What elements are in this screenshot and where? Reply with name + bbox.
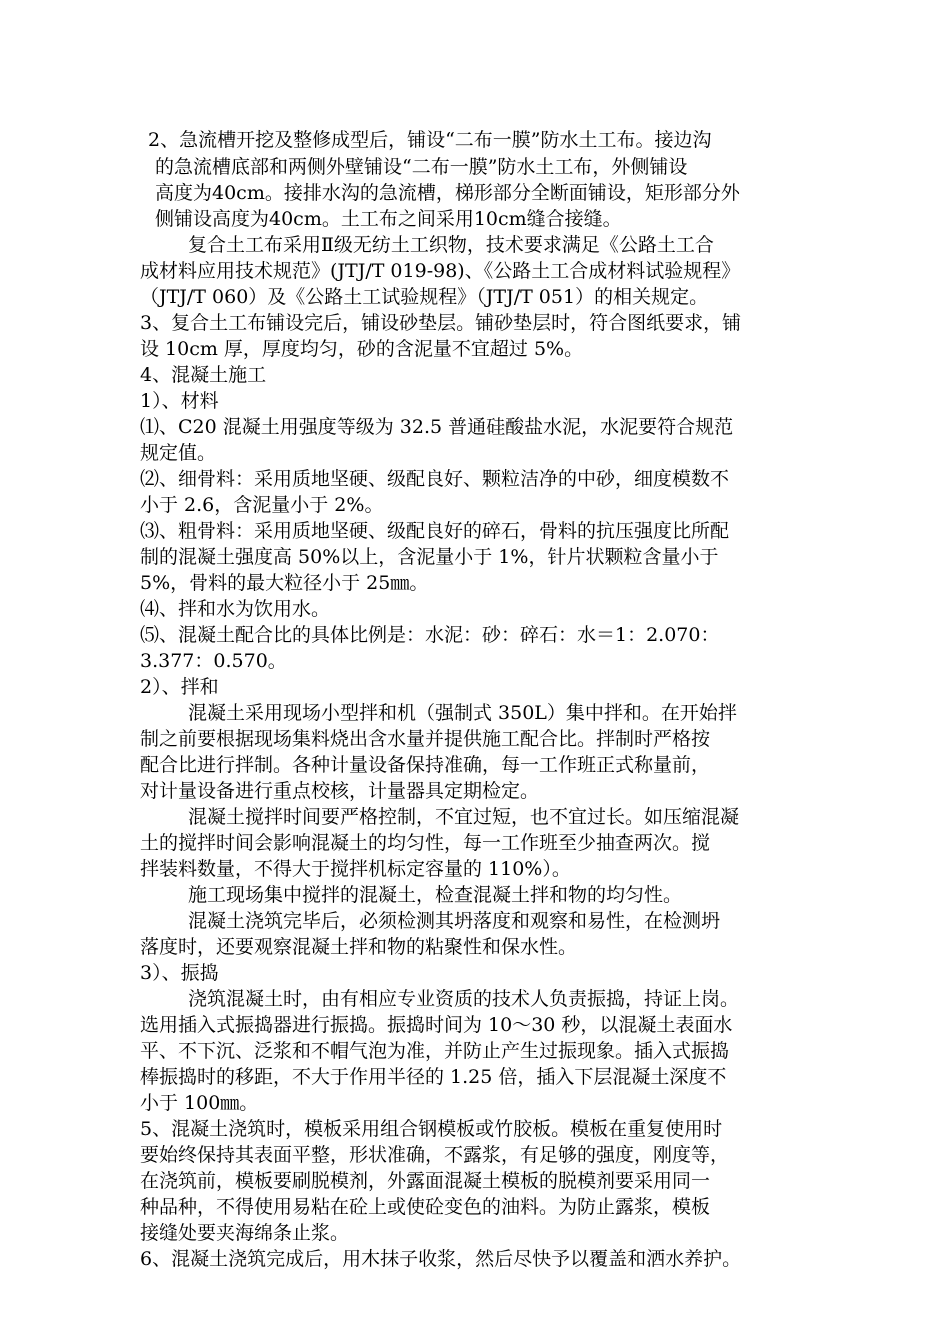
text-line: 侧铺设高度为40cm。土工布之间采用10cm缝合接缝。 [155,208,622,230]
text-line: 6、混凝土浇筑完成后，用木抹子收浆，然后尽快予以覆盖和洒水养护。 [140,1248,742,1270]
text-line: 混凝土浇筑完毕后，必须检测其坍落度和观察和易性，在检测坍 [188,910,721,932]
text-line: ⑷、拌和水为饮用水。 [140,598,331,620]
text-line: 拌装料数量，不得大于搅拌机标定容量的 110%）。 [140,858,571,880]
text-line: 土的搅拌时间会影响混凝土的均匀性，每一工作班至少抽查两次。搅 [140,832,711,854]
text-line: 接缝处要夹海绵条止浆。 [140,1222,350,1244]
text-line: 在浇筑前，模板要刷脱模剂，外露面混凝土模板的脱模剂要采用同一 [140,1170,711,1192]
text-line: 平、不下沉、泛浆和不帽气泡为准，并防止产生过振现象。插入式振捣 [140,1040,730,1062]
text-line: 复合土工布采用Ⅱ级无纺土工织物，技术要求满足《公路土工合 [188,234,714,256]
text-line: 成材料应用技术规范》(JTJ/T 019-98)、《公路土工合成材料试验规程》 [140,260,741,282]
text-line: ⑶、粗骨料：采用质地坚硬、级配良好的碎石，骨料的抗压强度比所配 [140,520,730,542]
text-line: 要始终保持其表面平整，形状准确，不露浆，有足够的强度，刚度等， [140,1144,730,1166]
text-line: 的急流槽底部和两侧外壁铺设“二布一膜”防水土工布，外侧铺设 [155,156,688,178]
text-line: 小于 2.6，含泥量小于 2%。 [140,494,384,516]
text-line: （JTJ/T 060）及《公路土工试验规程》（JTJ/T 051）的相关规定。 [140,286,709,308]
text-line: 种品种，不得使用易粘在砼上或使砼变色的油料。为防止露浆，模板 [140,1196,711,1218]
text-line: 5、混凝土浇筑时，模板采用组合钢模板或竹胶板。模板在重复使用时 [140,1118,723,1140]
text-line: 配合比进行拌制。各种计量设备保持准确，每一工作班正式称量前， [140,754,711,776]
text-line: ⑸、混凝土配合比的具体比例是：水泥：砂：碎石：水＝1：2.070： [140,624,720,646]
text-line: 制的混凝土强度高 50%以上，含泥量小于 1%，针片状颗粒含量小于 [140,546,719,568]
text-line: 1）、材料 [140,390,219,412]
text-line: 3）、振捣 [140,962,219,984]
text-line: 施工现场集中搅拌的混凝土，检查混凝土拌和物的均匀性。 [188,884,683,906]
text-line: 高度为40cm。接排水沟的急流槽，梯形部分全断面铺设，矩形部分外 [155,182,740,204]
text-line: 制之前要根据现场集料烧出含水量并提供施工配合比。拌制时严格按 [140,728,711,750]
text-line: 2）、拌和 [140,676,219,698]
text-line: ⑵、细骨料：采用质地坚硬、级配良好、颗粒洁净的中砂，细度模数不 [140,468,730,490]
text-line: 混凝土采用现场小型拌和机（强制式 350L）集中拌和。在开始拌 [188,702,737,724]
text-line: 落度时，还要观察混凝土拌和物的粘聚性和保水性。 [140,936,578,958]
text-line: 2、急流槽开挖及整修成型后，铺设“二布一膜”防水土工布。接边沟 [148,129,712,151]
text-line: 小于 100㎜。 [140,1092,259,1114]
text-line: 棒振捣时的移距，不大于作用半径的 1.25 倍，插入下层混凝土深度不 [140,1066,727,1088]
text-line: 混凝土搅拌时间要严格控制，不宜过短，也不宜过长。如压缩混凝 [188,806,740,828]
text-line: 3.377：0.570。 [140,650,287,672]
text-line: 5%，骨料的最大粒径小于 25㎜。 [140,572,429,594]
text-line: 规定值。 [140,442,217,464]
text-line: 选用插入式振捣器进行振捣。振捣时间为 10～30 秒，以混凝土表面水 [140,1014,733,1036]
text-line: 对计量设备进行重点校核，计量器具定期检定。 [140,780,540,802]
text-line: 设 10cm 厚，厚度均匀，砂的含泥量不宜超过 5%。 [140,338,584,360]
text-line: 3、复合土工布铺设完后，铺设砂垫层。铺砂垫层时，符合图纸要求，铺 [140,312,742,334]
text-line: 浇筑混凝土时，由有相应专业资质的技术人负责振捣，持证上岗。 [188,988,740,1010]
text-line: 4、混凝土施工 [140,364,267,386]
text-line: ⑴、C20 混凝土用强度等级为 32.5 普通硅酸盐水泥，水泥要符合规范 [140,416,734,438]
